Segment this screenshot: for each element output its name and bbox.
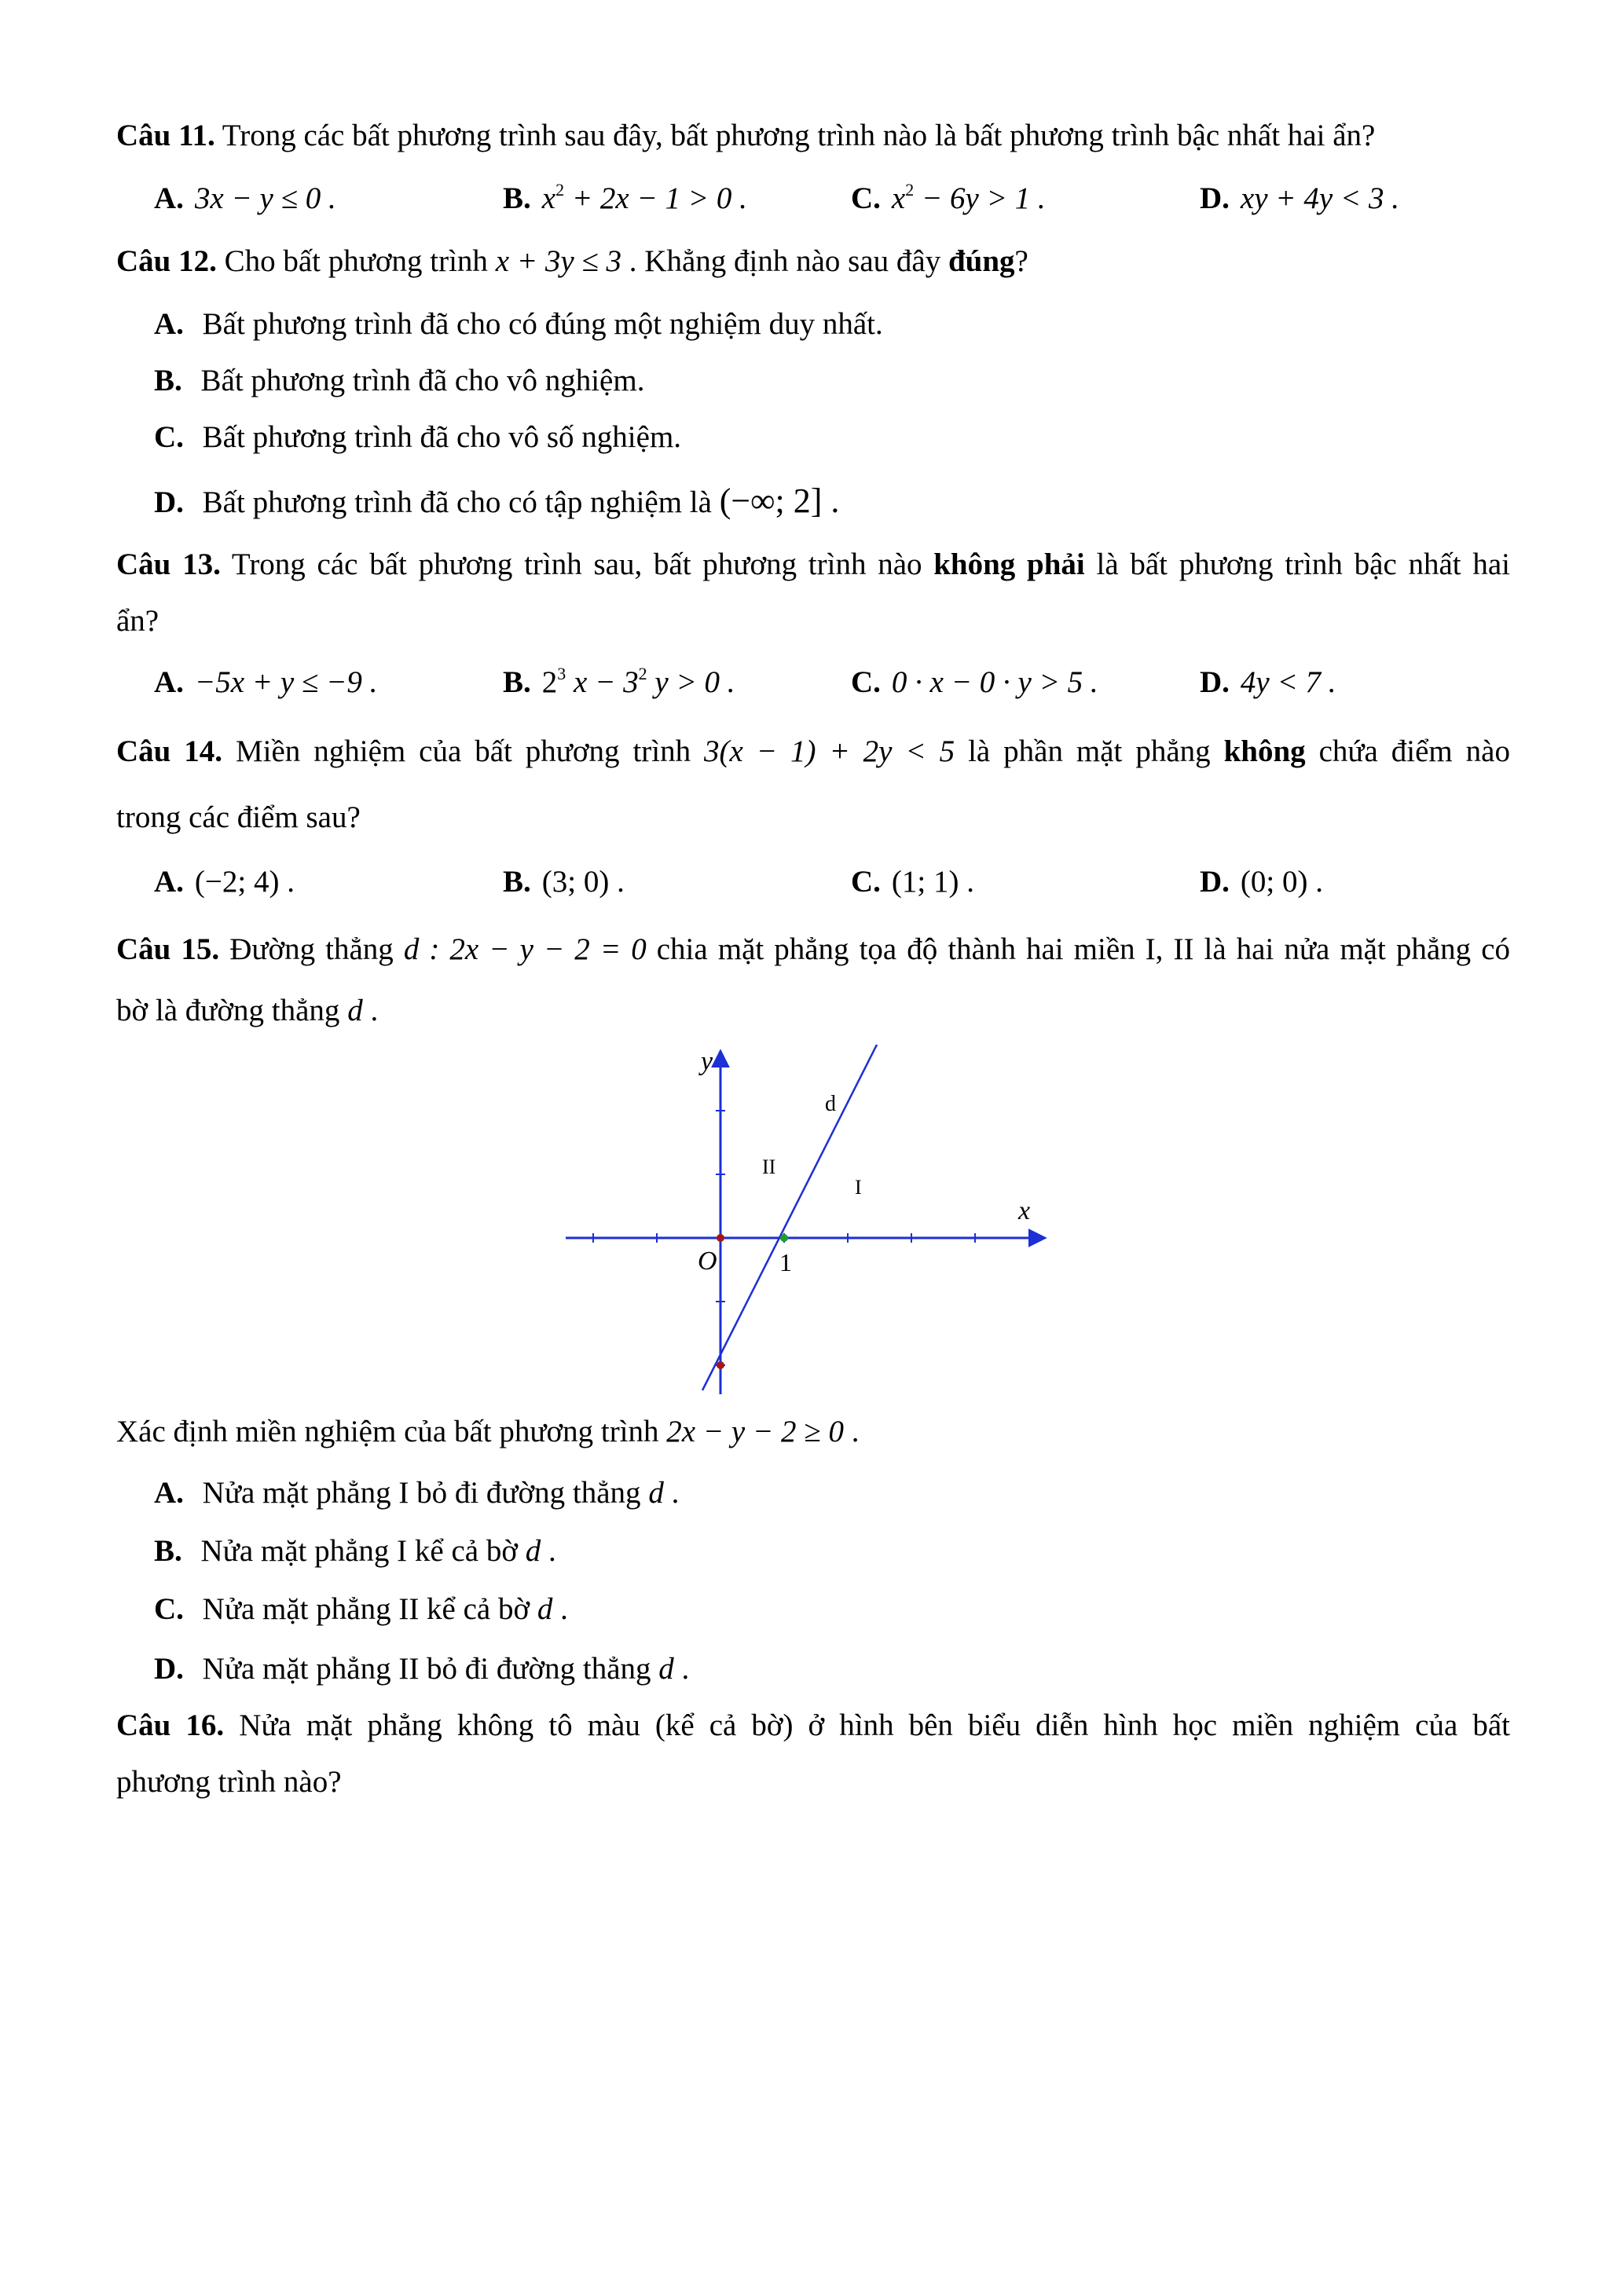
exponent: 3 xyxy=(557,664,566,683)
option-math: 4y < 7 . xyxy=(1240,665,1336,699)
tick-one-label: 1 xyxy=(779,1248,792,1276)
option-math: d xyxy=(648,1476,664,1510)
stem-text: . xyxy=(843,1415,860,1448)
q14-label: Câu 14. xyxy=(116,734,223,768)
origin-point xyxy=(717,1234,724,1242)
q15-option-c[interactable] xyxy=(154,1591,568,1628)
option-text: . xyxy=(552,1592,568,1626)
stem-text: Trong các bất phương trình sau, bất phương trình nào xyxy=(220,547,934,581)
option-text: Bất phương trình đã cho vô số nghiệm. xyxy=(194,420,682,454)
option-math: d xyxy=(537,1592,553,1626)
q16-stem xyxy=(116,1708,1510,1745)
option-text: Bất phương trình đã cho có tập nghiệm là xyxy=(194,485,720,519)
q11-option-b[interactable] xyxy=(503,181,747,218)
option-math: d xyxy=(525,1534,541,1568)
q15-option-a[interactable] xyxy=(154,1475,679,1512)
option-math: −5x + y ≤ −9 . xyxy=(194,665,378,699)
q16-stem-cont xyxy=(116,1764,342,1801)
exponent: 2 xyxy=(638,664,647,683)
q12-label: Câu 12. xyxy=(116,244,217,278)
exponent: 2 xyxy=(555,180,565,200)
option-label: A. xyxy=(154,865,184,899)
option-label: C. xyxy=(851,181,881,215)
stem-text: ? xyxy=(1014,244,1028,278)
stem-text: chứa điểm nào xyxy=(1305,734,1510,768)
q12-option-c[interactable] xyxy=(154,419,681,456)
line-d-label: d xyxy=(825,1092,836,1116)
q15-option-b[interactable] xyxy=(154,1533,556,1570)
q13-stem xyxy=(116,547,1510,584)
stem-text: Miền nghiệm của bất phương trình xyxy=(222,734,705,768)
option-label: A. xyxy=(154,1476,184,1510)
q12-option-d[interactable] xyxy=(154,481,839,522)
option-math: (3; 0) . xyxy=(541,865,625,899)
stem-text: là bất phương trình bậc nhất hai xyxy=(1084,547,1511,581)
option-label: B. xyxy=(503,865,531,899)
stem-text: Xác định miền nghiệm của bất phương trình xyxy=(116,1415,667,1448)
option-label: C. xyxy=(154,1592,184,1626)
stem-text: Nửa mặt phẳng không tô màu (kể cả bờ) ở hình bên biểu diễn hình học miền nghiệm của bất xyxy=(224,1708,1510,1742)
q14-stem-cont xyxy=(116,800,361,837)
x-intercept-point xyxy=(780,1234,788,1242)
stem-text: Đường thẳng xyxy=(219,932,404,966)
option-label: D. xyxy=(1200,665,1230,699)
q13-option-b[interactable] xyxy=(503,665,735,701)
option-text: . xyxy=(663,1476,680,1510)
x-axis-label: x xyxy=(1018,1196,1031,1225)
q11-stem xyxy=(116,118,1375,155)
stem-emphasis: đúng xyxy=(948,244,1015,278)
region-i-label: I xyxy=(855,1176,862,1199)
stem-text: phương trình nào? xyxy=(116,1765,342,1799)
stem-text: trong các điểm sau? xyxy=(116,800,361,834)
stem-math: x + 3y ≤ 3 xyxy=(495,244,622,278)
stem-math: d xyxy=(347,994,363,1027)
y-intercept-point xyxy=(717,1361,724,1369)
exponent: 2 xyxy=(905,180,915,200)
q14-option-c[interactable] xyxy=(851,864,974,901)
q13-label: Câu 13. xyxy=(116,547,221,581)
option-label: B. xyxy=(154,364,182,397)
origin-label: O xyxy=(698,1247,717,1276)
stem-text: bờ là đường thẳng xyxy=(116,994,348,1027)
option-label: D. xyxy=(154,1652,184,1686)
stem-math: 3(x − 1) + 2y < 5 xyxy=(704,734,955,768)
option-text: Nửa mặt phẳng I kể cả bờ xyxy=(192,1534,526,1568)
q13-stem-cont xyxy=(116,603,159,640)
q11-option-c[interactable] xyxy=(851,181,1046,218)
stem-emphasis: không phải xyxy=(933,547,1085,581)
stem-text: là phần mặt phẳng xyxy=(955,734,1224,768)
option-math: xy + 4y < 3 . xyxy=(1240,181,1399,215)
option-math: − 6y > 1 . xyxy=(914,181,1046,215)
q12-option-a[interactable] xyxy=(154,306,883,343)
q15-prompt xyxy=(116,1414,859,1451)
option-text: Nửa mặt phẳng II kể cả bờ xyxy=(194,1592,537,1626)
q13-option-d[interactable] xyxy=(1200,665,1336,701)
stem-text: ẩn? xyxy=(116,604,159,638)
option-label: B. xyxy=(503,181,531,215)
option-text: Nửa mặt phẳng II bỏ đi đường thẳng xyxy=(194,1652,659,1686)
q14-option-b[interactable] xyxy=(503,864,625,901)
option-text: Nửa mặt phẳng I bỏ đi đường thẳng xyxy=(194,1476,649,1510)
stem-text: . Khẳng định nào sau đây xyxy=(621,244,948,278)
q15-label: Câu 15. xyxy=(116,932,220,966)
q11-option-d[interactable] xyxy=(1200,181,1399,218)
option-math: x xyxy=(541,181,556,215)
q13-option-a[interactable] xyxy=(154,665,377,701)
stem-math: d : 2x − y − 2 = 0 xyxy=(403,932,647,966)
q16-label: Câu 16. xyxy=(116,1708,225,1742)
option-label: C. xyxy=(154,420,184,454)
q11-text: Trong các bất phương trình sau đây, bất phương trình nào là bất phương trình bậc nhất hai ẩn? xyxy=(214,119,1376,152)
option-label: B. xyxy=(154,1534,182,1568)
line-d xyxy=(702,1045,878,1390)
option-math: 2 xyxy=(541,665,558,699)
q14-option-d[interactable] xyxy=(1200,864,1323,901)
option-label: B. xyxy=(503,665,531,699)
stem-math: 2x − y − 2 ≥ 0 xyxy=(666,1415,844,1448)
y-axis-label: y xyxy=(701,1047,713,1076)
option-text: . xyxy=(673,1652,690,1686)
stem-text: Cho bất phương trình xyxy=(216,244,496,278)
q15-stem xyxy=(116,932,1510,969)
option-math: (0; 0) . xyxy=(1240,865,1323,899)
q14-option-a[interactable] xyxy=(154,864,295,901)
option-math: (−∞; 2] . xyxy=(719,482,840,520)
option-label: C. xyxy=(851,665,881,699)
q12-stem xyxy=(116,244,1028,280)
option-math: + 2x − 1 > 0 . xyxy=(564,181,747,215)
coordinate-graph xyxy=(566,1045,1069,1406)
option-math: d xyxy=(658,1652,674,1686)
option-label: C. xyxy=(851,865,881,899)
option-text: . xyxy=(541,1534,556,1568)
q12-option-b[interactable] xyxy=(154,363,644,400)
option-math: 3x − y ≤ 0 . xyxy=(194,181,336,215)
stem-emphasis: không xyxy=(1223,734,1306,768)
q15-stem-cont xyxy=(116,993,378,1030)
q14-stem xyxy=(116,734,1510,771)
option-math: x − 3 xyxy=(566,665,639,699)
stem-text: chia mặt phẳng tọa độ thành hai miền I, II là hai nửa mặt phẳng có xyxy=(646,932,1511,966)
q11-option-a[interactable] xyxy=(154,181,336,218)
q15-option-d[interactable] xyxy=(154,1651,689,1688)
stem-text: . xyxy=(362,994,379,1027)
option-label: D. xyxy=(1200,865,1230,899)
option-math: (1; 1) . xyxy=(891,865,974,899)
option-math: (−2; 4) . xyxy=(194,865,295,899)
option-text: Bất phương trình đã cho có đúng một nghiệm duy nhất. xyxy=(194,307,883,341)
option-label: D. xyxy=(1200,181,1230,215)
option-math: y > 0 . xyxy=(647,665,735,699)
option-label: A. xyxy=(154,181,184,215)
option-label: D. xyxy=(154,485,184,519)
option-math: x xyxy=(891,181,906,215)
q13-option-c[interactable] xyxy=(851,665,1098,701)
region-ii-label: II xyxy=(762,1155,776,1178)
option-label: A. xyxy=(154,307,184,341)
q11-label: Câu 11. xyxy=(116,119,215,152)
option-math: 0 · x − 0 · y > 5 . xyxy=(891,665,1098,699)
option-label: A. xyxy=(154,665,184,699)
option-text: Bất phương trình đã cho vô nghiệm. xyxy=(192,364,645,397)
